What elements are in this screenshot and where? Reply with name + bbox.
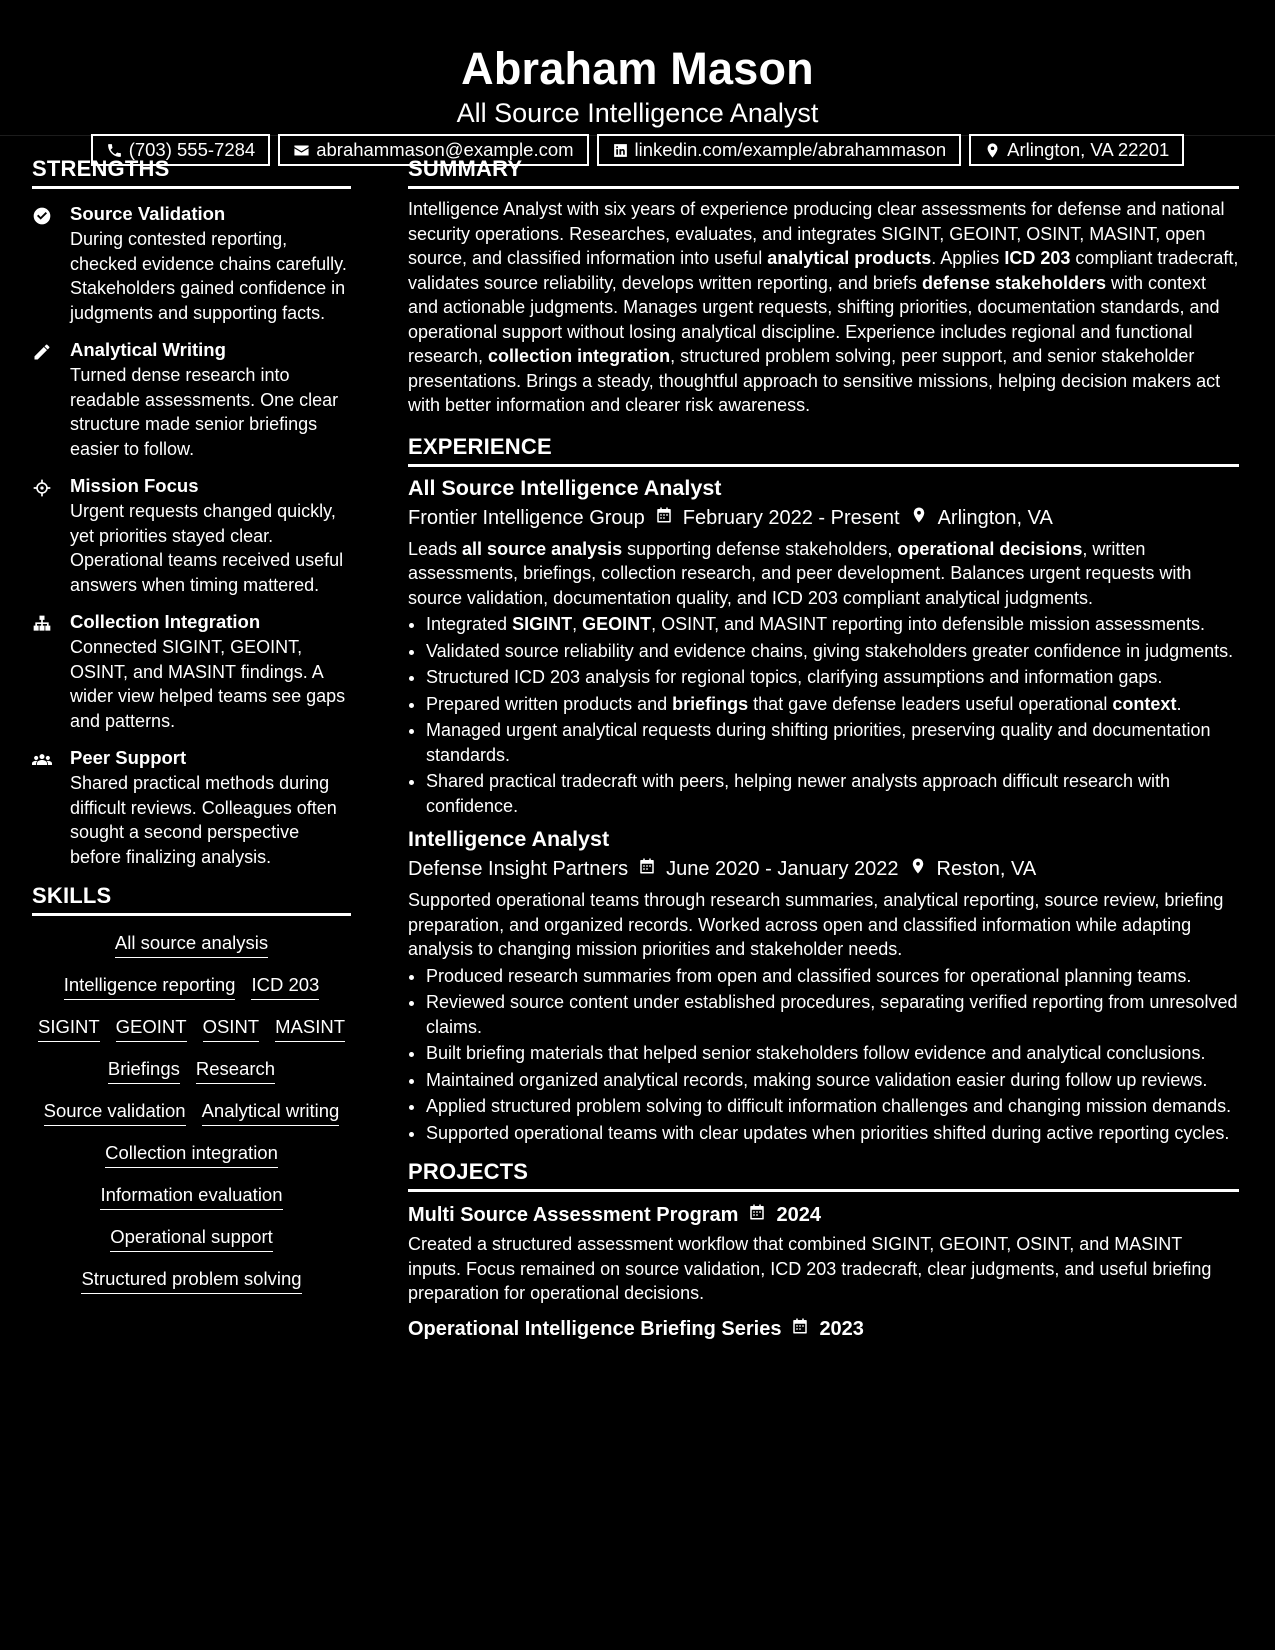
job-bullet — [426, 1094, 1239, 1119]
strength-title: Analytical Writing — [70, 339, 226, 360]
strength-text — [70, 475, 351, 597]
bold-phrase: GEOINT — [582, 614, 652, 634]
text-run: , OSINT, and MASINT reporting into defensible mission assessments. — [651, 614, 1206, 634]
check-circle-icon — [32, 203, 70, 325]
strength-title: Collection Integration — [70, 611, 261, 632]
skill-tag: Briefings — [108, 1056, 180, 1084]
right-column — [408, 136, 1239, 1344]
job-bullet — [426, 665, 1239, 690]
sitemap-icon — [32, 611, 70, 733]
job-title: All Source Intelligence Analyst — [408, 475, 722, 500]
bold-phrase: analytical products — [767, 248, 932, 268]
projects-list — [408, 1200, 1239, 1344]
project-entry — [408, 1314, 1239, 1344]
skill-tag: Information evaluation — [100, 1182, 282, 1210]
bold-phrase: briefings — [672, 693, 749, 714]
job-meta — [408, 854, 1239, 884]
job-bullets — [408, 612, 1239, 818]
email-text: abrahammason@example.com — [316, 139, 574, 160]
strength-text — [70, 747, 351, 869]
text-run: . — [1176, 693, 1182, 714]
bold-phrase: context — [1112, 693, 1177, 714]
job-bullet — [426, 1121, 1239, 1146]
text-run: with context and actionable judgments. Manages urgent requests, shifting priorities, documentation standards, and operational support without losing analytical discipline. Experience includes regional and functional research, — [408, 272, 1220, 366]
job-bullets — [408, 964, 1239, 1146]
text-run: Intelligence Analyst with six years of experience producing clear assessments for defense and national security operations. Researches, evaluates, and integrates SIGINT, GEOINT, OSINT, MASINT, open source, and classified information into useful — [408, 199, 1225, 268]
phone-text: (703) 555-7284 — [128, 139, 256, 160]
job-bullet — [426, 1041, 1239, 1066]
job-bullet — [426, 718, 1239, 767]
pencil-icon — [32, 339, 70, 461]
project-entry — [408, 1200, 1239, 1306]
job-company: Defense Insight Partners — [408, 858, 629, 880]
calendar-icon — [638, 854, 656, 884]
text-run: Integrated — [426, 614, 513, 634]
text-run: Structured ICD 203 analysis for regional topics, clarifying assumptions and information gaps. — [426, 667, 1163, 687]
projects-heading: PROJECTS — [408, 1159, 1239, 1192]
skill-tag: Collection integration — [105, 1140, 278, 1168]
job-bullet — [426, 639, 1239, 664]
text-run: Validated source reliability and evidence chains, giving stakeholders greater confidence in judgments. — [426, 640, 1234, 661]
bold-phrase: collection integration — [488, 346, 671, 366]
skill-row — [32, 1056, 351, 1084]
job-summary — [408, 537, 1239, 611]
skill-row — [32, 1014, 351, 1042]
text-run: Managed urgent analytical requests during shifting priorities, preserving quality and documentation standards. — [426, 720, 1211, 765]
job-entry — [408, 473, 1239, 819]
text-run: Applied structured problem solving to difficult information challenges and changing mission demands. — [426, 1096, 1232, 1116]
map-pin-icon — [910, 503, 928, 533]
strength-title: Peer Support — [70, 747, 187, 768]
text-run: Supported operational teams through research summaries, analytical reporting, source review, briefing preparation, and organized records. Worked across open and classified information while adapting analysis to changing mission priorities and stakeholder needs. — [408, 890, 1224, 959]
experience-heading: EXPERIENCE — [408, 434, 1239, 467]
experience-list — [408, 473, 1239, 1146]
text-run: that gave defense leaders useful operational — [748, 693, 1113, 714]
skill-tag: Analytical writing — [202, 1098, 340, 1126]
project-year: 2024 — [776, 1204, 821, 1226]
project-description: Created a structured assessment workflow that combined SIGINT, GEOINT, OSINT, and MASINT inputs. Focus remained on source validation, ICD 203 tradecraft, clear judgments, and useful briefing preparation for operational decisions. — [408, 1234, 1212, 1303]
text-run: , written assessments, briefings, collection research, and peer development. Balances urgent requests with source validation, documentation quality, and ICD 203 compliant analytical judgments. — [408, 538, 1192, 608]
skill-tag: SIGINT — [38, 1014, 100, 1042]
job-location: Arlington, VA — [937, 506, 1053, 529]
text-run: Supported operational teams with clear updates when priorities shifted during active reporting cycles. — [426, 1122, 1230, 1143]
bold-phrase: SIGINT — [512, 614, 573, 634]
text-run: , — [572, 614, 583, 634]
users-icon — [32, 747, 70, 869]
job-bullet — [426, 769, 1239, 818]
skill-tag: ICD 203 — [251, 972, 319, 1000]
crosshairs-icon — [32, 475, 70, 597]
strength-item — [32, 747, 351, 869]
project-header — [408, 1314, 1239, 1344]
text-run: supporting defense stakeholders, — [622, 538, 898, 559]
calendar-icon — [655, 503, 673, 533]
text-run: Produced research summaries from open and classified sources for operational planning teams. — [426, 965, 1192, 986]
skill-tag: MASINT — [275, 1014, 345, 1042]
text-run: Shared practical tradecraft with peers, helping newer analysts approach difficult research with confidence. — [426, 771, 1171, 816]
text-run: . Applies — [931, 248, 1005, 268]
job-location: Reston, VA — [936, 858, 1037, 880]
job-dates: February 2022 - Present — [682, 506, 900, 529]
location-text: Arlington, VA 22201 — [1007, 139, 1170, 160]
map-pin-icon — [909, 854, 927, 884]
text-run: , structured problem solving, peer support, and senior stakeholder presentations. Brings a steady, thoughtful approach to sensitive missions, helping decision makers act with better information and clearer risk awareness. — [408, 346, 1221, 415]
left-column — [32, 136, 351, 1344]
strength-title: Source Validation — [70, 203, 226, 224]
job-entry — [408, 824, 1239, 1145]
skill-tag: Research — [196, 1056, 275, 1084]
skill-tag: OSINT — [203, 1014, 260, 1042]
strength-text — [70, 203, 351, 325]
text-run: compliant tradecraft, validates source reliability, develops written reporting, and briefs — [408, 248, 1239, 293]
strength-item — [32, 203, 351, 325]
skill-tag: GEOINT — [116, 1014, 187, 1042]
skill-tag: Intelligence reporting — [64, 972, 236, 1000]
skill-row — [32, 1140, 351, 1168]
skill-tag: All source analysis — [115, 930, 268, 958]
job-bullet — [426, 964, 1239, 989]
text-run: Built briefing materials that helped senior stakeholders follow evidence and analytical conclusions. — [426, 1043, 1206, 1063]
bold-phrase: ICD 203 — [1004, 248, 1071, 268]
skill-row — [32, 1266, 351, 1294]
linkedin-text: linkedin.com/example/abrahammason — [634, 139, 947, 160]
strength-item — [32, 475, 351, 597]
strengths-heading: STRENGTHS — [32, 156, 351, 189]
job-title: Intelligence Analyst — [408, 827, 610, 851]
summary-heading: SUMMARY — [408, 156, 1239, 189]
resume-header — [0, 0, 1275, 160]
text-run: Maintained organized analytical records, making source validation easier during follow up reviews. — [426, 1069, 1208, 1090]
strength-description: Urgent requests changed quickly, yet priorities stayed clear. Operational teams received useful answers when timing mattered. — [70, 501, 344, 595]
strength-text — [70, 611, 351, 733]
job-company: Frontier Intelligence Group — [408, 506, 645, 529]
job-bullet — [426, 612, 1239, 637]
project-header — [408, 1200, 1239, 1230]
job-meta — [408, 503, 1239, 533]
skill-row — [32, 1182, 351, 1210]
project-title: Operational Intelligence Briefing Series — [408, 1317, 782, 1340]
skill-row — [32, 930, 351, 958]
text-run: Reviewed source content under established procedures, separating verified reporting from unresolved claims. — [426, 992, 1238, 1037]
strength-description: Shared practical methods during difficult reviews. Colleagues often sought a second perspective before finalizing analysis. — [70, 773, 337, 867]
bold-phrase: all source analysis — [462, 538, 623, 559]
bold-phrase: defense stakeholders — [921, 272, 1107, 293]
project-title: Multi Source Assessment Program — [408, 1204, 739, 1226]
skill-row — [32, 972, 351, 1000]
job-dates: June 2020 - January 2022 — [666, 858, 899, 880]
job-bullet — [426, 692, 1239, 717]
skills-list — [32, 930, 351, 1294]
strength-item — [32, 611, 351, 733]
candidate-title: All Source Intelligence Analyst — [456, 98, 819, 128]
calendar-icon — [748, 1200, 766, 1230]
skill-row — [32, 1224, 351, 1252]
skill-row — [32, 1098, 351, 1126]
skill-tag: Operational support — [110, 1224, 273, 1252]
strength-description: During contested reporting, checked evidence chains carefully. Stakeholders gained confidence in judgments and supporting facts. — [70, 229, 347, 323]
job-summary — [408, 888, 1239, 962]
strength-text — [70, 339, 351, 461]
strengths-list — [32, 203, 351, 869]
skill-tag: Source validation — [44, 1098, 186, 1126]
skills-heading: SKILLS — [32, 883, 351, 916]
strength-description: Turned dense research into readable assessments. One clear structure made senior briefings easier to follow. — [70, 365, 339, 459]
strength-title: Mission Focus — [70, 475, 199, 496]
calendar-icon — [791, 1314, 809, 1344]
job-bullet — [426, 1068, 1239, 1093]
strength-description: Connected SIGINT, GEOINT, OSINT, and MASINT findings. A wider view helped teams see gaps and patterns. — [70, 637, 346, 731]
strength-item — [32, 339, 351, 461]
text-run: Prepared written products and — [426, 693, 673, 714]
project-year: 2023 — [819, 1317, 864, 1340]
bold-phrase: operational decisions — [897, 538, 1083, 559]
summary-text — [408, 197, 1239, 418]
job-bullet — [426, 990, 1239, 1039]
candidate-name: Abraham Mason — [461, 43, 814, 94]
skill-tag: Structured problem solving — [81, 1266, 301, 1294]
text-run: Leads — [408, 538, 463, 559]
